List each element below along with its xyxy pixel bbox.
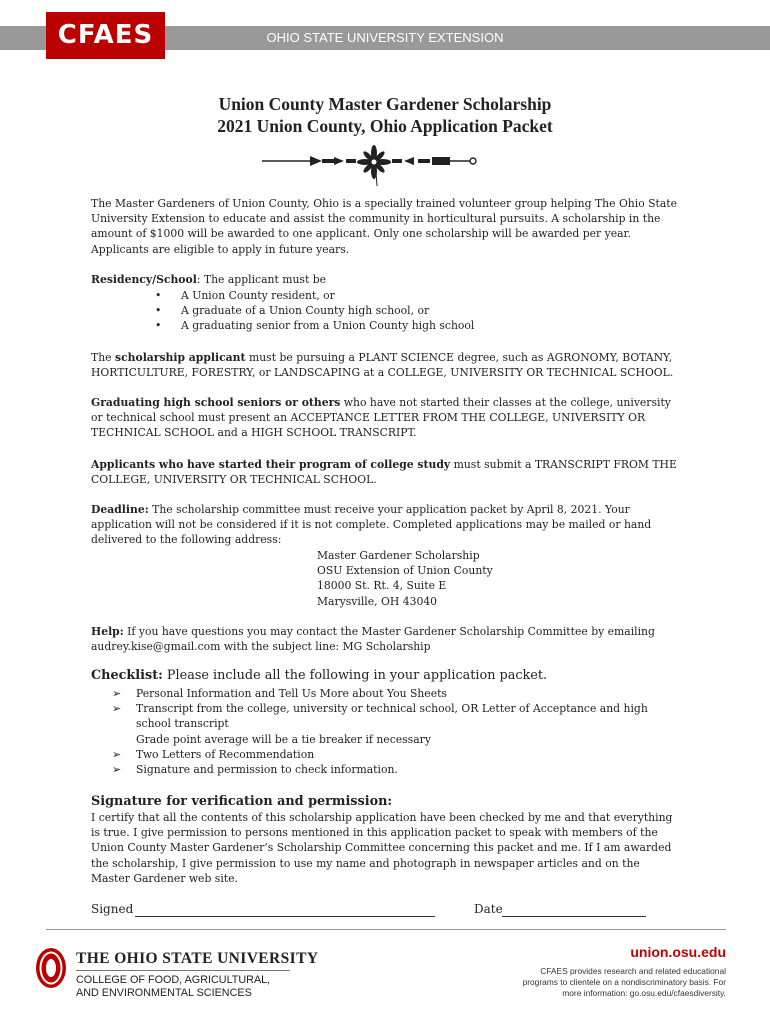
started-bold: Applicants who have started their program of college study — [91, 458, 451, 471]
residency-text: : The applicant must be — [196, 273, 327, 286]
deadline-bold: Deadline: — [91, 503, 149, 516]
address-line: Marysville, OH 43040 — [317, 594, 438, 608]
graduating-bold: Graduating high school seniors or others — [91, 396, 341, 409]
bullet-icon: • — [155, 304, 162, 318]
signed-label: Signed — [91, 902, 134, 916]
logo-text: CFAES — [57, 20, 154, 50]
list-item — [112, 747, 682, 762]
garden-tools-ornament-icon — [258, 142, 482, 188]
scholarship-pre: The — [91, 351, 115, 364]
list-item — [155, 288, 555, 303]
checklist-heading — [91, 668, 547, 683]
list-item — [155, 303, 555, 318]
signature-field[interactable] — [135, 916, 435, 917]
signature-paragraph: I certify that all the contents of this scholarship application have been checked by me and that everything is true. I give permission to persons mentioned in this application packet to speak with members of the Union County Master Gardener’s Scholarship Committee concerning this packet and me. If I am awarded the scholarship, I give permission to use my name and photograph in newspaper articles and on the Master Gardener web site. — [91, 811, 673, 885]
signature-heading: Signature for verification and permission: — [91, 794, 393, 809]
residency-label: Residency/School — [91, 273, 197, 286]
college-line: AND ENVIRONMENTAL SCIENCES — [76, 987, 252, 999]
help-paragraph — [91, 624, 681, 654]
footer-divider — [46, 929, 726, 930]
scholarship-text: must be pursuing a PLANT SCIENCE degree, such as AGRONOMY, BOTANY, HORTICULTURE, FORESTRY, or LANDSCAPING at a COLLEGE, UNIVERSITY OR TECHNICAL SCHOOL. — [91, 351, 674, 380]
checklist-item: Two Letters of Recommendation — [136, 747, 315, 761]
college-name — [76, 974, 270, 1000]
cfaes-logo — [46, 12, 165, 59]
page-subtitle: 2021 Union County, Ohio Application Packet — [217, 116, 553, 136]
note-line: programs to clientele on a nondiscriminatory basis. For — [522, 977, 726, 987]
checklist-item: Transcript from the college, university or technical school, OR Letter of Acceptance and high school transcript — [136, 702, 648, 731]
address-line: OSU Extension of Union County — [317, 564, 493, 578]
address-line: Master Gardener Scholarship — [317, 549, 480, 562]
list-item — [155, 318, 555, 333]
mailing-address — [317, 548, 493, 609]
arrow-bullet-icon: ➢ — [112, 763, 122, 777]
page-title: Union County Master Gardener Scholarship — [218, 94, 552, 114]
arrow-bullet-icon: ➢ — [112, 702, 122, 716]
list-item — [112, 732, 682, 747]
checklist-label: Checklist: — [91, 668, 163, 683]
deadline-text: The scholarship committee must receive your application packet by April 8, 2021. Your application will not be considered if it is not complete. Completed applications may be mailed or hand delivered to the following address: — [91, 503, 652, 547]
bullet-text: A graduate of a Union County high school, or — [181, 304, 430, 318]
list-item — [112, 762, 682, 777]
website-link[interactable]: union.osu.edu — [630, 944, 726, 960]
address-line: 18000 St. Rt. 4, Suite E — [317, 579, 447, 593]
checklist-intro: Please include all the following in your application packet. — [162, 668, 548, 683]
note-line: CFAES provides research and related educational — [540, 966, 726, 976]
started-text: must submit a TRANSCRIPT FROM THE COLLEGE, UNIVERSITY OR TECHNICAL SCHOOL. — [91, 458, 677, 487]
scholarship-bold: scholarship applicant — [114, 351, 246, 364]
university-rule — [76, 970, 290, 971]
bullet-icon: • — [155, 289, 162, 302]
checklist — [112, 686, 682, 777]
college-line: COLLEGE OF FOOD, AGRICULTURAL, — [76, 974, 271, 986]
intro-paragraph: The Master Gardeners of Union County, Ohio is a specially trained volunteer group helping The Ohio State University Extension to educate and assist the community in horticultural pursuits. A scholarship in the amount of $1000 will be awarded to one applicant. Only one scholarship will be awarded per year. Applicants are eligible to apply in future years. — [91, 197, 678, 256]
bullet-text: A Union County resident, or — [181, 289, 335, 302]
bullet-text: A graduating senior from a Union County high school — [181, 319, 475, 333]
date-label: Date — [474, 902, 503, 916]
help-text: If you have questions you may contact the Master Gardener Scholarship Committee by emailing audrey.kise@gmail.com with the subject line: MG Scholarship — [91, 625, 655, 654]
checklist-item: Signature and permission to check information. — [136, 763, 398, 777]
university-name: THE OHIO STATE UNIVERSITY — [76, 950, 319, 967]
list-item — [112, 686, 682, 701]
arrow-bullet-icon: ➢ — [112, 687, 122, 700]
graduating-text: who have not started their classes at the college, university or technical school must present an ACCEPTANCE LETTER FROM THE COLLEGE, UNIVERSITY OR TECHNICAL SCHOOL and a HIGH SCHOOL TRANSCRIPT. — [91, 396, 671, 440]
help-bold: Help: — [91, 625, 124, 638]
started-paragraph — [91, 457, 681, 487]
banner-text: OHIO STATE UNIVERSITY EXTENSION — [266, 30, 504, 45]
residency-paragraph — [91, 272, 681, 287]
nondiscrimination-note — [486, 966, 726, 999]
note-line: more information: go.osu.edu/cfaesdiversity. — [562, 988, 726, 998]
list-item — [112, 701, 682, 731]
checklist-item: Personal Information and Tell Us More about You Sheets — [136, 687, 447, 700]
scholarship-paragraph — [91, 350, 681, 380]
checklist-subitem: Grade point average will be a tie breaker if necessary — [136, 732, 431, 746]
graduating-paragraph — [91, 395, 681, 441]
residency-bullet-list — [155, 288, 555, 334]
arrow-bullet-icon: ➢ — [112, 747, 122, 761]
bullet-icon: • — [155, 319, 162, 333]
deadline-paragraph — [91, 502, 681, 548]
osu-block-o-logo-icon — [34, 946, 68, 990]
date-field[interactable] — [502, 916, 646, 917]
